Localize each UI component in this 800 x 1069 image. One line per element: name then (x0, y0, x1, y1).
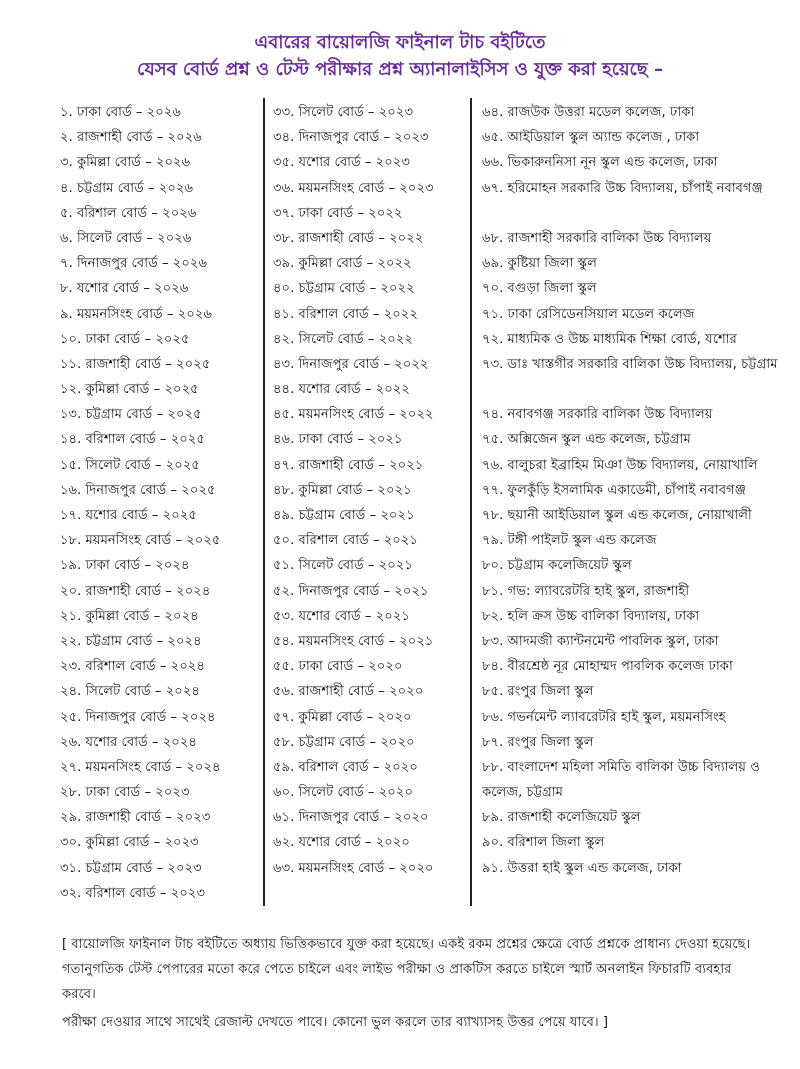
list-item: ৬৬. ভিকারুননিসা নূন স্কুল এন্ড কলেজ, ঢাকা (482, 155, 718, 171)
list-item: ৮৮. বাংলাদেশ মহিলা সমিতি বালিকা উচ্চ বিদ্যালয় ও কলেজ, চট্টগ্রাম (482, 759, 760, 801)
list-item: ১৩. চট্টগ্রাম বোর্ড – ২০২৫ (60, 407, 202, 423)
title-line-2: যেসব বোর্ড প্রশ্ন ও টেস্ট পরীক্ষার প্রশ্ন অ্যানালাইসিস ও যুক্ত করা হয়েছে – (137, 59, 663, 80)
list-item: ৬৭. হরিমোহন সরকারি উচ্চ বিদ্যালয়, চাঁপাই নবাবগঞ্জ (482, 180, 763, 196)
list-item: ১১. রাজশাহী বোর্ড – ২০২৫ (60, 356, 211, 372)
list-item: ৩০. কুমিল্লা বোর্ড – ২০২৩ (60, 835, 199, 851)
list-column-3 (482, 100, 782, 881)
list-item: ৯১. উত্তরা হাই স্কুল এন্ড কলেজ, ঢাকা (482, 860, 682, 876)
list-item: ২০. রাজশাহী বোর্ড – ২০২৪ (60, 583, 211, 599)
list-item: ৪৬. ঢাকা বোর্ড – ২০২১ (273, 432, 403, 448)
list-item: ৪৭. রাজশাহী বোর্ড – ২০২১ (273, 457, 424, 473)
list-item: ৩৭. ঢাকা বোর্ড – ২০২২ (273, 205, 403, 221)
list-item: ৩১. চট্টগ্রাম বোর্ড – ২০২৩ (60, 860, 202, 876)
list-item: ৩৬. ময়মনসিংহ বোর্ড – ২০২৩ (273, 180, 434, 196)
list-item: ১২. কুমিল্লা বোর্ড – ২০২৫ (60, 382, 199, 398)
list-item: ৫৯. বরিশাল বোর্ড – ২০২০ (273, 759, 419, 775)
list-item: ৭৭. ফুলকুঁড়ি ইসলামিক একাডেমী, চাঁপাই নবাবগঞ্জ (482, 482, 746, 498)
list-column-1 (60, 100, 260, 906)
list-item: ৪৩. দিনাজপুর বোর্ড – ২০২২ (273, 356, 429, 372)
list-item: ৬৩. ময়মনসিংহ বোর্ড – ২০২০ (273, 860, 434, 876)
list-item: ৮৭. রংপুর জিলা স্কুল (482, 734, 594, 750)
list-item: ৩৯. কুমিল্লা বোর্ড – ২০২২ (273, 256, 412, 272)
list-item: ৫২. দিনাজপুর বোর্ড – ২০২১ (273, 583, 429, 599)
list-item: ২১. কুমিল্লা বোর্ড – ২০২৪ (60, 608, 199, 624)
list-item: ৭০. বগুড়া জিলা স্কুল (482, 281, 597, 297)
list-item: ৬০. সিলেট বোর্ড – ২০২০ (273, 785, 414, 801)
title-line-1: এবারের বায়োলজি ফাইনাল টাচ বইটিতে (254, 32, 546, 53)
list-item: ৮৫. রংপুর জিলা স্কুল (482, 684, 594, 700)
list-item: ৭৪. নবাবগঞ্জ সরকারি বালিকা উচ্চ বিদ্যালয় (482, 407, 713, 423)
list-item: ২৪. সিলেট বোর্ড – ২০২৪ (60, 684, 200, 700)
list-item: ৯০. বরিশাল জিলা স্কুল (482, 835, 605, 851)
list-item: ৬৮. রাজশাহী সরকারি বালিকা উচ্চ বিদ্যালয় (482, 230, 712, 246)
list-item: ৩৩. সিলেট বোর্ড – ২০২৩ (273, 105, 414, 120)
list-item: ৭৩. ডাঃ খাস্তগীর সরকারি বালিকা উচ্চ বিদ্যালয়, চট্টগ্রাম (482, 356, 778, 372)
list-item: ৭. দিনাজপুর বোর্ড – ২০২৬ (60, 256, 208, 272)
list-item: ৪৫. ময়মনসিংহ বোর্ড – ২০২২ (273, 407, 434, 423)
list-item: ১০. ঢাকা বোর্ড – ২০২৫ (60, 331, 190, 347)
list-item: ১৯. ঢাকা বোর্ড – ২০২৪ (60, 558, 190, 574)
list-item: ৬৯. কুষ্টিয়া জিলা স্কুল (482, 256, 597, 272)
list-item: ৫০. বরিশাল বোর্ড – ২০২১ (273, 533, 419, 549)
list-item: ৭৮. ছয়ানী আইডিয়াল স্কুল এন্ড কলেজ, নোয়াখালী (482, 508, 752, 524)
list-item: ১. ঢাকা বোর্ড – ২০২৬ (60, 105, 181, 120)
list-item: ৩. কুমিল্লা বোর্ড – ২০২৬ (60, 155, 191, 171)
list-item: ৫৭. কুমিল্লা বোর্ড – ২০২০ (273, 709, 412, 725)
list-item: ১৭. যশোর বোর্ড – ২০২৫ (60, 508, 197, 523)
list-item: ১৬. দিনাজপুর বোর্ড – ২০২৫ (60, 482, 216, 498)
list-column-2 (273, 100, 473, 881)
list-item: ৬৪. রাজউক উত্তরা মডেল কলেজ, ঢাকা (482, 105, 695, 120)
list-item: ৪. চট্টগ্রাম বোর্ড – ২০২৬ (60, 180, 194, 196)
list-item: ৮৪. বীরশ্রেষ্ঠ নূর মোহাম্মদ পাবলিক কলেজ ঢাকা (482, 659, 733, 675)
list-item: ২৫. দিনাজপুর বোর্ড – ২০২৪ (60, 709, 216, 725)
note-paragraph-1: [ বায়োলজি ফাইনাল টাচ বইটিতে অধ্যায় ভিত্তিকভাবে যুক্ত করা হয়েছে। একই রকম প্রশ্নের ক্ষেত্রে বোর্ড প্রশ্নকে প্রাধান্য দেওয়া হয়েছে। গতানুগতিক টেস্ট পেপারের মতো করে পেতে চাইলে এবং লাইভ পরীক্ষা ও প্রাকটিস করতে চাইলে স্মার্ট অনলাইন ফিচারটি ব্যবহার করবে। (62, 937, 751, 1002)
list-item: ৮১. গভ: ল্যাবরেটরি হাই স্কুল, রাজশাহী (482, 583, 690, 599)
list-item: ৮০. চট্টগ্রাম কলেজিয়েট স্কুল (482, 558, 632, 574)
list-item: ৩২. বরিশাল বোর্ড – ২০২৩ (60, 885, 206, 901)
list-item: ২৭. ময়মনসিংহ বোর্ড – ২০২৪ (60, 759, 221, 775)
list-item: ৫৪. ময়মনসিংহ বোর্ড – ২০২১ (273, 633, 434, 649)
list-item: ৮. যশোর বোর্ড – ২০২৬ (60, 281, 189, 297)
list-item: ৬৫. আইডিয়াল স্কুল অ্যান্ড কলেজ , ঢাকা (482, 130, 700, 146)
list-item: ১৮. ময়মনসিংহ বোর্ড – ২০২৫ (60, 533, 221, 549)
list-item: ১৫. সিলেট বোর্ড – ২০২৫ (60, 457, 200, 473)
list-item: ৪৮. কুমিল্লা বোর্ড – ২০২১ (273, 482, 412, 498)
list-item: ৬. সিলেট বোর্ড – ২০২৬ (60, 230, 192, 246)
list-item: ৪১. বরিশাল বোর্ড – ২০২২ (273, 306, 419, 322)
note-paragraph-2: পরীক্ষা দেওয়ার সাথে সাথেই রেজাল্ট দেখতে পাবে। কোনো ভুল করলে তার ব্যাখ্যাসহ উত্তর পেয়ে যাবে। ] (62, 1015, 609, 1030)
list-item: ৩৮. রাজশাহী বোর্ড – ২০২২ (273, 230, 424, 246)
list-item: ৬২. যশোর বোর্ড – ২০২০ (273, 835, 410, 851)
list-item: ৭২. মাধ্যমিক ও উচ্চ মাধ্যমিক শিক্ষা বোর্ড, যশোর (482, 331, 737, 347)
list-item: ৪৯. চট্টগ্রাম বোর্ড – ২০২১ (273, 508, 415, 523)
list-item: ২৯. রাজশাহী বোর্ড – ২০২৩ (60, 810, 211, 826)
column-divider (263, 98, 265, 906)
list-item: ৮২. হলি ক্রস উচ্চ বালিকা বিদ্যালয়, ঢাকা (482, 608, 700, 624)
list-item: ৭৫. অক্সিজেন স্কুল এন্ড কলেজ, চট্টগ্রাম (482, 432, 691, 448)
list-item: ৫. বরিশাল বোর্ড – ২০২৬ (60, 205, 197, 221)
list-item: ৩৪. দিনাজপুর বোর্ড – ২০২৩ (273, 130, 429, 146)
list-item: ৫৬. রাজশাহী বোর্ড – ২০২০ (273, 684, 424, 700)
list-item: ৬১. দিনাজপুর বোর্ড – ২০২০ (273, 810, 429, 826)
list-item: ৮৩. আদমজী ক্যান্টনমেন্ট পাবলিক স্কুল, ঢাকা (482, 633, 719, 649)
list-item: ২৮. ঢাকা বোর্ড – ২০২৩ (60, 785, 190, 801)
list-item: ৭৬. বালুচরা ইব্রাহিম মিঞা উচ্চ বিদ্যালয়, নোয়াখালি (482, 457, 758, 473)
list-item: ৪২. সিলেট বোর্ড – ২০২২ (273, 331, 413, 347)
list-item: ৯. ময়মনসিংহ বোর্ড – ২০২৬ (60, 306, 213, 322)
list-item: ৩৫. যশোর বোর্ড – ২০২৩ (273, 155, 410, 171)
list-item: ২২. চট্টগ্রাম বোর্ড – ২০২৪ (60, 633, 202, 649)
list-item: ২৩. বরিশাল বোর্ড – ২০২৪ (60, 659, 206, 675)
list-item: ৪৪. যশোর বোর্ড – ২০২২ (273, 382, 410, 398)
list-item: ১৪. বরিশাল বোর্ড – ২০২৫ (60, 432, 205, 448)
list-item: ৫৮. চট্টগ্রাম বোর্ড – ২০২০ (273, 734, 415, 750)
list-item: ২. রাজশাহী বোর্ড – ২০২৬ (60, 130, 202, 146)
column-divider (470, 98, 472, 906)
list-item: ৮৬. গভর্নমেন্ট ল্যাবরেটরি হাই স্কুল, ময়মনসিংহ (482, 709, 726, 725)
list-item: ২৬. যশোর বোর্ড – ২০২৪ (60, 734, 197, 750)
list-item: ৮৯. রাজশাহী কলেজিয়েট স্কুল (482, 810, 641, 826)
list-item: ৫১. সিলেট বোর্ড – ২০২১ (273, 558, 413, 574)
list-item: ৭১. ঢাকা রেসিডেনসিয়াল মডেল কলেজ (482, 306, 695, 322)
list-item: ৫৩. যশোর বোর্ড – ২০২১ (273, 608, 410, 624)
list-item: ৭৯. টঙ্গী পাইলট স্কুল এন্ড কলেজ (482, 533, 657, 549)
list-item: ৫৫. ঢাকা বোর্ড – ২০২০ (273, 659, 403, 675)
list-item: ৪০. চট্টগ্রাম বোর্ড – ২০২২ (273, 281, 415, 297)
